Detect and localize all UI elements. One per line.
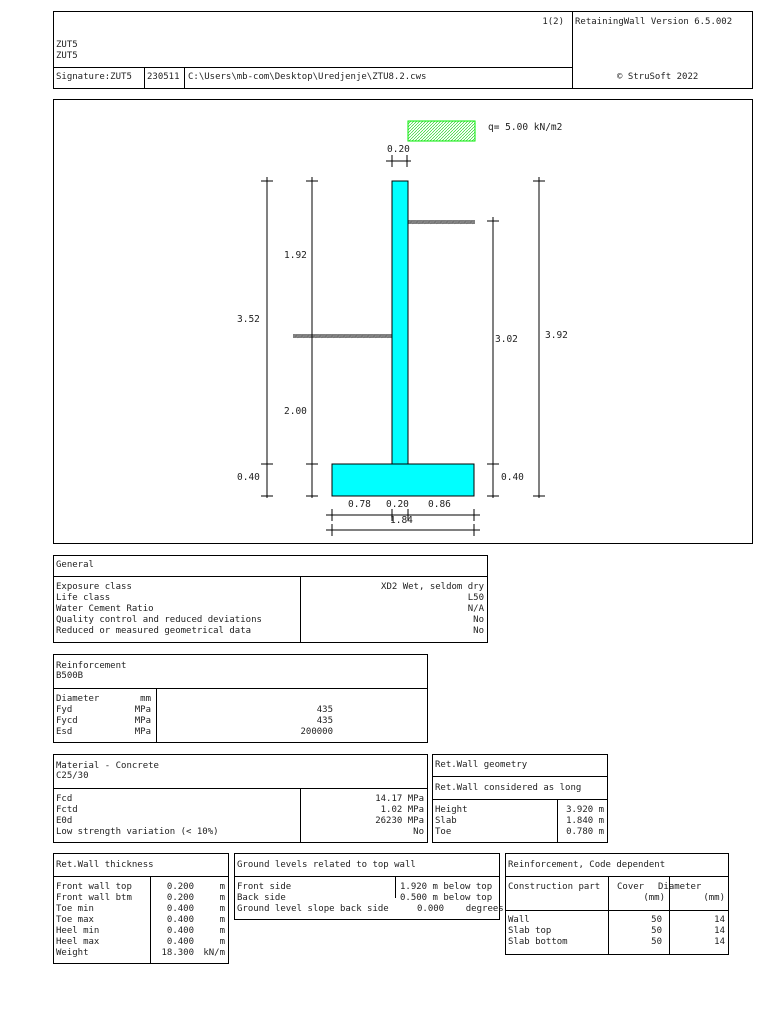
load-label: q= 5.00 kN/m2 — [488, 122, 563, 133]
rebar-unit: MPa — [134, 727, 151, 737]
ground-label: Back side — [237, 893, 286, 903]
thickness-label: Heel min — [56, 926, 100, 936]
ground-value: 0.000 degrees — [417, 904, 504, 914]
thickness-label: Heel max — [56, 937, 100, 947]
wall-drawing-frame — [53, 99, 753, 544]
dim-2-00: 2.00 — [284, 406, 307, 417]
concrete-label: Low strength variation (< 10%) — [56, 827, 219, 837]
general-title: General — [56, 560, 94, 570]
geometry-value: 0.780 m — [566, 827, 604, 837]
ground-value: 1.920 m below top — [400, 882, 493, 892]
rebar-code-cover: 50 — [651, 926, 662, 936]
thickness-value: 0.200 — [166, 882, 194, 892]
ground-hatch — [295, 221, 473, 338]
rebar-code-part: Slab bottom — [508, 937, 568, 947]
rebar-code-diameter: 14 — [714, 937, 725, 947]
project-name-2: ZUT5 — [56, 51, 78, 61]
concrete-label: Fcd — [56, 794, 73, 804]
thickness-title: Ret.Wall thickness — [56, 860, 154, 870]
thickness-label: Front wall btm — [56, 893, 132, 903]
rebar-unit: mm — [140, 694, 151, 704]
header-block — [53, 11, 753, 89]
thickness-value: 0.200 — [166, 893, 194, 903]
geometry-value: 3.920 m — [566, 805, 604, 815]
thickness-value: 18.300 — [161, 948, 194, 958]
dim-3-92: 3.92 — [545, 330, 568, 341]
concrete-title: Material - Concrete — [56, 761, 159, 771]
rebar-code-diameter: 14 — [714, 915, 725, 925]
rebar-code-cover: 50 — [651, 937, 662, 947]
rebar-code-cover: 50 — [651, 915, 662, 925]
general-value: L50 — [467, 593, 484, 603]
rebar-code-col2: Cover — [617, 882, 645, 892]
app-version: RetainingWall Version 6.5.002 — [575, 17, 733, 27]
geometry-title: Ret.Wall geometry — [435, 760, 528, 770]
thickness-value: 0.400 — [166, 926, 194, 936]
general-label: Exposure class — [56, 582, 132, 592]
concrete-grade: C25/30 — [56, 771, 89, 781]
thickness-unit: m — [219, 937, 225, 947]
ground-label: Ground level slope back side — [237, 904, 389, 914]
dim-3-02: 3.02 — [495, 334, 518, 345]
geometry-table — [432, 754, 608, 843]
thickness-table — [53, 853, 229, 964]
thickness-value: 0.400 — [166, 915, 194, 925]
dim-3-52: 3.52 — [237, 314, 260, 325]
ground-title: Ground levels related to top wall — [237, 860, 416, 870]
concrete-value: No — [413, 827, 424, 837]
general-value: XD2 Wet, seldom dry — [381, 582, 484, 592]
geometry-label: Height — [435, 805, 468, 815]
thickness-unit: m — [219, 904, 225, 914]
ground-value: 0.500 m below top — [400, 893, 493, 903]
rebar-code-col3-unit: (mm) — [703, 893, 725, 903]
rebar-code-title: Reinforcement, Code dependent — [508, 860, 666, 870]
general-table — [53, 555, 488, 643]
rebar-unit: MPa — [134, 716, 151, 726]
rebar-code-col2-unit: (mm) — [643, 893, 665, 903]
general-value: No — [473, 626, 484, 636]
reinforcement-grade: B500B — [56, 671, 84, 681]
project-name: ZUT5 — [56, 40, 78, 50]
thickness-label: Toe max — [56, 915, 94, 925]
rebar-value: 435 — [316, 716, 333, 726]
surcharge-load-icon — [408, 121, 475, 141]
rebar-value: 435 — [316, 705, 333, 715]
dim-heel: 0.86 — [428, 499, 451, 510]
reinforcement-title: Reinforcement — [56, 661, 127, 671]
general-value: N/A — [467, 604, 484, 614]
dim-wall-thickness: 0.20 — [387, 144, 410, 155]
concrete-value: 1.02 MPa — [380, 805, 424, 815]
dim-toe: 0.78 — [348, 499, 371, 510]
thickness-unit: m — [219, 882, 225, 892]
rebar-value: 200000 — [300, 727, 333, 737]
rebar-code-col1: Construction part — [508, 882, 601, 892]
thickness-unit: m — [219, 893, 225, 903]
concrete-label: Fctd — [56, 805, 78, 815]
thickness-label: Toe min — [56, 904, 94, 914]
file-path: C:\Users\mb-com\Desktop\Uredjenje\ZTU8.2.cws — [188, 72, 427, 82]
thickness-unit: kN/m — [203, 948, 225, 958]
signature: Signature:ZUT5 — [56, 72, 132, 82]
geometry-value: 1.840 m — [566, 816, 604, 826]
rebar-label: Fyd — [56, 705, 73, 715]
retaining-wall-section — [332, 181, 474, 496]
rebar-code-table — [505, 853, 729, 955]
general-label: Life class — [56, 593, 111, 603]
dim-0-40-right: 0.40 — [501, 472, 524, 483]
dim-stem: 0.20 — [386, 499, 409, 510]
geometry-subtitle: Ret.Wall considered as long — [435, 783, 582, 793]
thickness-unit: m — [219, 926, 225, 936]
thickness-value: 0.400 — [166, 937, 194, 947]
concrete-value: 14.17 MPa — [375, 794, 424, 804]
copyright: © StruSoft 2022 — [617, 72, 699, 82]
thickness-label: Front wall top — [56, 882, 132, 892]
reinforcement-table — [53, 654, 428, 743]
geometry-label: Toe — [435, 827, 452, 837]
general-value: No — [473, 615, 484, 625]
rebar-label: Esd — [56, 727, 73, 737]
geometry-label: Slab — [435, 816, 457, 826]
rebar-unit: MPa — [134, 705, 151, 715]
rebar-code-part: Wall — [508, 915, 530, 925]
rebar-code-diameter: 14 — [714, 926, 725, 936]
concrete-table — [53, 754, 428, 843]
rebar-label: Diameter — [56, 694, 100, 704]
dim-0-40-left: 0.40 — [237, 472, 260, 483]
ground-label: Front side — [237, 882, 292, 892]
wall-drawing — [54, 100, 752, 543]
rebar-code-part: Slab top — [508, 926, 552, 936]
rebar-label: Fycd — [56, 716, 78, 726]
thickness-unit: m — [219, 915, 225, 925]
dim-1-92: 1.92 — [284, 250, 307, 261]
general-label: Water Cement Ratio — [56, 604, 154, 614]
dim-total: 1.84 — [390, 515, 413, 526]
general-label: Reduced or measured geometrical data — [56, 626, 252, 636]
date: 230511 — [147, 72, 180, 82]
thickness-label: Weight — [56, 948, 89, 958]
ground-levels-table — [234, 853, 504, 920]
concrete-value: 26230 MPa — [375, 816, 424, 826]
rebar-code-col3: Diameter — [658, 882, 702, 892]
page-number: 1(2) — [542, 17, 564, 27]
ground-level-lines — [293, 221, 475, 337]
general-label: Quality control and reduced deviations — [56, 615, 262, 625]
concrete-label: E0d — [56, 816, 73, 826]
thickness-value: 0.400 — [166, 904, 194, 914]
